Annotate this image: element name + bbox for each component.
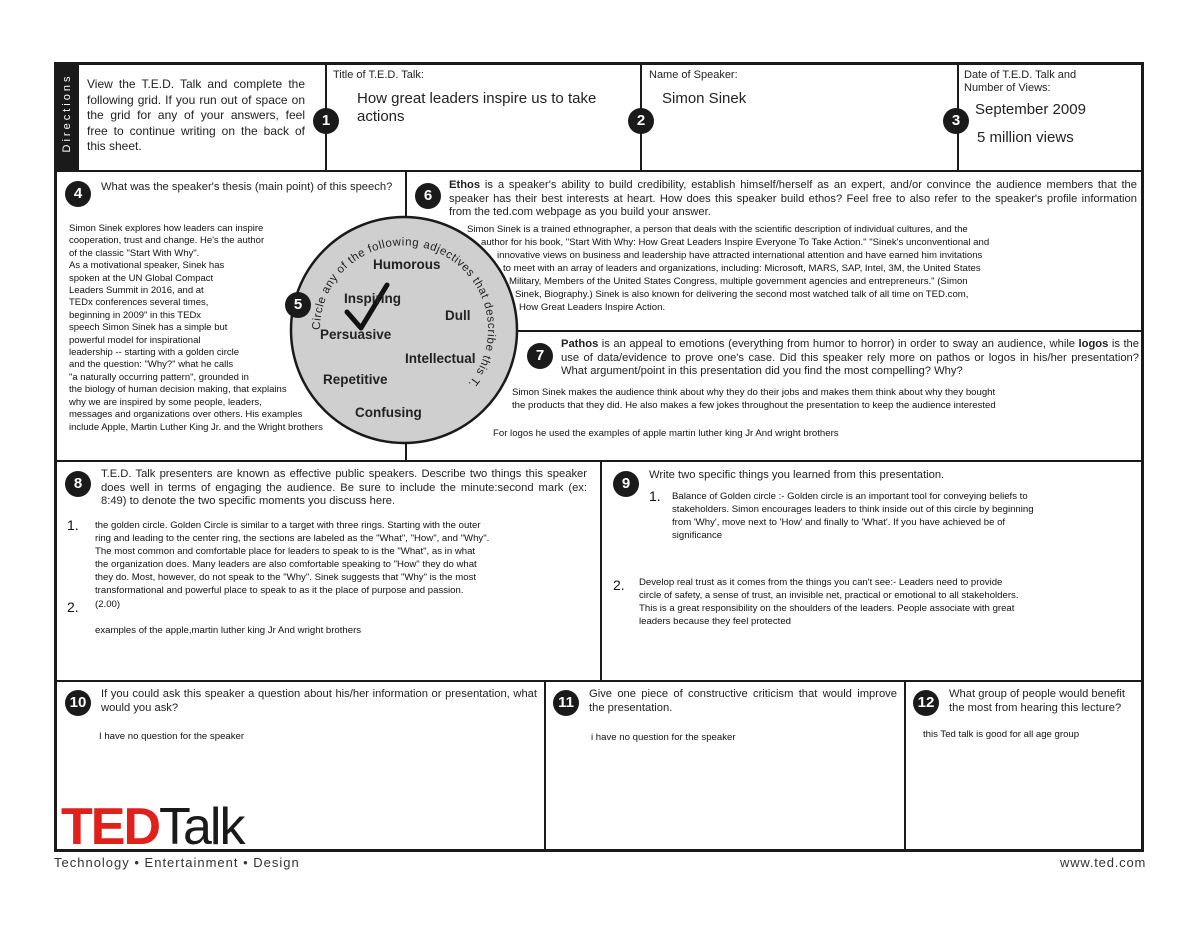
engagement-item-2: examples of the apple,martin luther king Jr And wright brothers [95,625,362,636]
row-divider-2 [57,460,1141,462]
title-label: Title of T.E.D. Talk: [333,69,424,81]
criticism-question: Give one piece of constructive criticism that would improve the presentation. [589,688,897,714]
number-badge-4: 4 [65,181,91,207]
adjective-repetitive[interactable]: Repetitive [323,372,388,387]
views-answer: 5 million views [977,129,1074,146]
pathos-text: is an appeal to emotions (everything from humor to horror) in order to sway an audience, while [598,338,1079,350]
learned-item-2-number: 2. [613,577,625,593]
number-badge-7: 7 [527,343,553,369]
number-badge-12: 12 [913,690,939,716]
directions-text: View the T.E.D. Talk and complete the following grid. If you run out of space on the grid for any of your answers, feel free to continue writing on the back of this sheet. [87,77,305,153]
worksheet-grid [54,62,1144,856]
ted-url: www.ted.com [1060,855,1147,870]
criticism-answer: i have no question for the speaker [591,732,736,743]
adjective-inspiring[interactable]: Inspiring [344,291,401,306]
adjective-dull[interactable]: Dull [445,308,471,323]
thesis-answer: Simon Sinek explores how leaders can inspire cooperation, trust and change. He's the author of the classic "Start With Why". As a motivational speaker, Sinek has spoken at the UN Global Compact Leaders Summit in 2016, and at TEDx conferences several times, beginning in 2009" in this TEDx speech Simon Sinek has a simple but powerful model for inspirational leadership -- starting with a golden circle and the question: "Why?" what he calls "a naturally occurring pattern", grounded in the biology of human decision making, that explains why we are inspired by some people, leaders, messages and organizations over others. His examples include Apple, Martin Luther King Jr. and the Wright brothers [69,223,323,433]
speaker-answer: Simon Sinek [662,90,747,107]
ted-logo-talk: Talk [159,798,244,856]
number-badge-11: 11 [553,690,579,716]
number-badge-6: 6 [415,183,441,209]
adjective-persuasive[interactable]: Persuasive [320,327,392,342]
learned-item-1-number: 1. [649,488,661,504]
date-views-label: Date of T.E.D. Talk and Number of Views: [964,69,1077,94]
audience-question: What group of people would benefit the most from hearing this lecture? [949,688,1126,714]
directions-tab [57,65,79,170]
ethos-answer-line-5: Military, Members of the United States Congress, multiple government agencies and entrepreneurs." (Simon [509,276,968,287]
logos-text: is the use of data/evidence to prove one's case. Did this speaker rely more on pathos or logos in his/her presentation? What argument/point in this presentation did you find the most compelling? Why? [561,338,1139,378]
talk-title-answer: How great leaders inspire us to take actions [357,90,597,125]
col-divider-r3 [600,460,602,680]
ted-tagline: Technology • Entertainment • Design [54,855,300,870]
ethos-answer-line-4: to meet with an array of leaders and organizations, including: Microsoft, MARS, SAP, Intel, 3M, the United States [503,263,981,274]
number-badge-1: 1 [313,108,339,134]
number-badge-10: 10 [65,690,91,716]
pathos-question [561,338,1139,379]
speaker-label: Name of Speaker: [649,69,738,81]
ted-talk-logo [61,798,244,856]
thesis-question: What was the speaker's thesis (main point) of this speech? [101,181,393,193]
learned-item-2: Develop real trust as it comes from the things you can't see:- Leaders need to provide circle of safety, a sense of trust, an invisible net, practical or emotional to all stakeholders. This is a great responsibility on the shoulders of the leaders. People associate with great leaders because they feel protected [639,577,1019,627]
learned-item-1: Balance of Golden circle :- Golden circle is an important tool for conveying beliefs to stakeholders. Simon encourages leaders to think inside out of this circle by beginning from 'Why', move next to 'How' and finally to 'What'. If you have achieved be of significance [672,491,1034,541]
number-badge-8: 8 [65,471,91,497]
pathos-term: Pathos [561,338,599,350]
ask-speaker-question: If you could ask this speaker a question about his/her information or presentation, what would you ask? [101,688,537,714]
logos-answer: For logos he used the examples of apple martin luther king Jr And wright brothers [493,428,839,439]
ethos-answer-line-6: Sinek, Biography.) Sinek is also known for delivering the second most watched talk of all time on TED.com, [515,289,969,300]
ask-speaker-answer: I have no question for the speaker [99,731,245,742]
adjective-circle-instruction: Circle any of the following adjectives that describe this T.E.D. talk. [284,206,498,390]
row-divider-3 [57,680,1141,682]
ethos-question-text: is a speaker's ability to build credibility, establish himself/herself as an expert, and/or convince the audience members that the speaker has their best interests at heart. How does this speaker build ethos? Feel free to also refer to the speaker's profile information from the ted.com webpage as you build your answer. [449,179,1137,219]
number-badge-3: 3 [943,108,969,134]
col-divider-r4a [544,680,546,852]
date-answer: September 2009 [975,101,1086,118]
logos-term: logos [1078,338,1109,350]
row-divider-1 [57,170,1141,172]
ethos-question [449,179,1137,220]
engagement-item-1-number: 1. [67,517,79,533]
ethos-answer-line-1: Simon Sinek is a trained ethnographer, a person that deals with the scientific description of individual cultures, and the [467,224,968,235]
adjective-humorous[interactable]: Humorous [373,257,441,272]
engagement-question: T.E.D. Talk presenters are known as effective public speakers. Describe two things this speaker does well in terms of engaging the audience. Be sure to include the minute:second mark (ex: 8:49) to denote the two specific moments you discuss here. [101,468,587,508]
ethos-term: Ethos [449,179,481,191]
engagement-item-2-time: (2.00) [95,599,121,610]
engagement-item-2-number: 2. [67,599,79,615]
number-badge-2: 2 [628,108,654,134]
directions-tab-label: Directions [61,73,73,153]
ted-logo-red: TED [61,798,159,856]
ethos-answer-line-7: How Great Leaders Inspire Action. [519,302,666,313]
ethos-answer-line-2: author for his book, "Start With Why: How Great Leaders Inspire Everyone To Take Action." "Sinek's unconventional and [481,237,990,248]
engagement-item-1: the golden circle. Golden Circle is similar to a target with three rings. Starting with the outer ring and leading to the center ring, the sections are labeled as the "What", "How", and "Why". The most common and comfortable place for leaders to speak to is the "What", as in what the organization does. Many leaders are also comfortable speaking to "How" they do what they do. Most, however, do not speak to the "Why". Sinek suggests that "Why" is the most transformational and powerful place to speak to as it the place of purpose and passion. [95,520,490,596]
audience-answer: this Ted talk is good for all age group [923,729,1080,740]
ethos-answer-line-3: innovative views on business and leadership have attracted international attention and have earned him invitations [497,250,983,261]
learned-question: Write two specific things you learned from this presentation. [649,469,945,481]
pathos-answer: Simon Sinek makes the audience think about why they do their jobs and makes them think about why they bought the products that they did. He also makes a few jokes throughout the presentation to keep the audience interested [512,387,996,411]
number-badge-5: 5 [285,292,311,318]
number-badge-9: 9 [613,471,639,497]
col-divider-r4b [904,680,906,852]
adjective-confusing[interactable]: Confusing [355,405,422,420]
adjective-intellectual[interactable]: Intellectual [405,351,476,366]
